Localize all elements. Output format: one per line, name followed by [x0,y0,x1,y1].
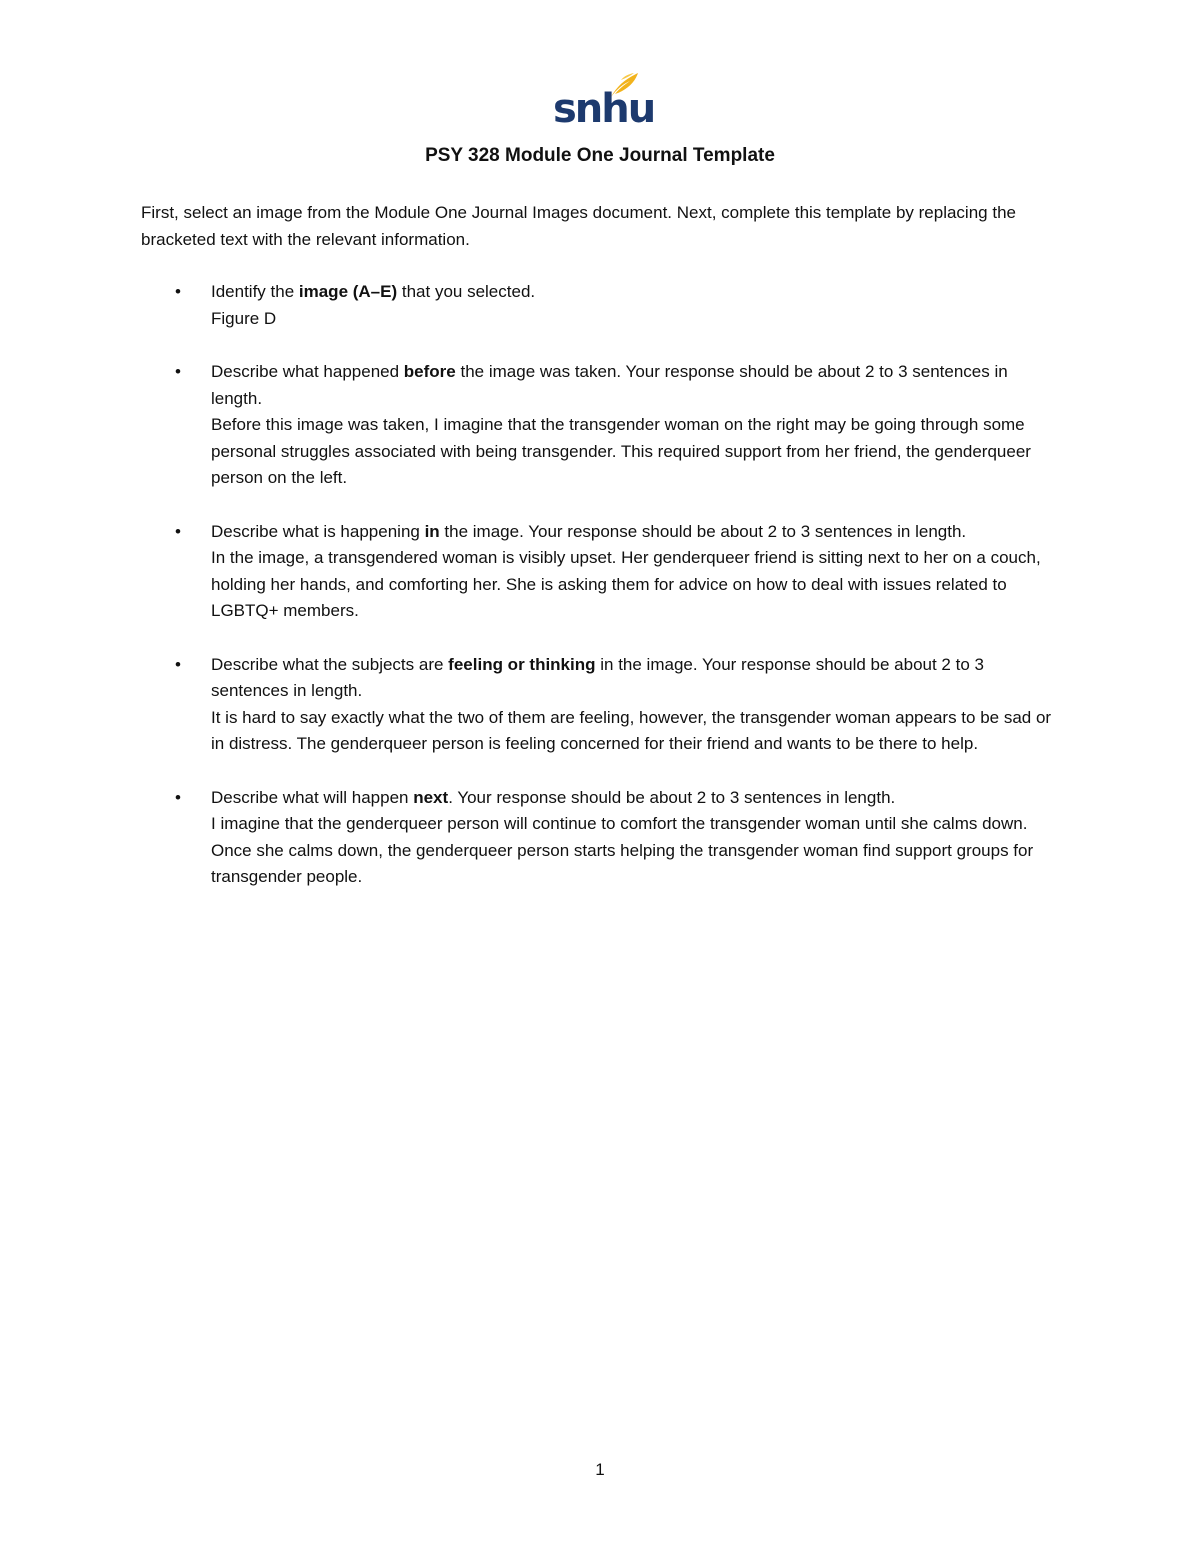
list-item [175,279,1061,332]
document-title: PSY 328 Module One Journal Template [425,145,775,166]
bullet-icon: • [175,654,181,674]
bullet-icon: • [175,521,181,541]
page-number: 1 [595,1460,605,1479]
list-item [175,785,1061,891]
response-text: I imagine that the genderqueer person will continue to comfort the transgender woman until she calms down. Once she calms down, the genderqueer person starts helping the transgender woman find support groups for transgender people. [211,814,1034,886]
prompt-text: Describe what will happen next. Your response should be about 2 to 3 sentences in length. [211,787,896,807]
response-text: Figure D [211,308,277,328]
prompt-text: Identify the image (A–E) that you selected. [211,282,536,301]
bullet-icon: • [175,787,181,807]
bullet-icon: • [175,362,181,381]
list-item [175,652,1061,758]
response-text: It is hard to say exactly what the two of them are feeling, however, the transgender woman appears to be sad or in distress. The genderqueer person is feeling concerned for their friend and wants to be there to help. [211,707,1052,753]
prompt-text: Describe what the subjects are feeling or thinking in the image. Your response should be about 2 to 3 sentences in length. [211,654,984,700]
response-text: In the image, a transgendered woman is visibly upset. Her genderqueer friend is sitting next to her on a couch, holding her hands, and comforting her. She is asking them for advice on how to deal with issues related to LGBTQ+ members. [211,548,1041,620]
snhu-logo [553,72,655,134]
list-item [175,519,1061,625]
prompt-text: Describe what happened before the image was taken. Your response should be about 2 to 3 sentences in length. [211,362,1008,408]
journal-prompt-list [175,279,1061,918]
bullet-icon: • [175,282,181,301]
response-text: Before this image was taken, I imagine that the transgender woman on the right may be going through some personal struggles associated with being transgender. This required support from her friend, the genderqueer person on the left. [211,415,1031,487]
intro-paragraph: First, select an image from the Module One Journal Images document. Next, complete this template by replacing the bracketed text with the relevant information. [141,203,1016,249]
list-item [175,359,1061,492]
logo-wordmark: snhu [553,86,655,132]
prompt-text: Describe what is happening in the image. Your response should be about 2 to 3 sentences in length. [211,521,967,541]
